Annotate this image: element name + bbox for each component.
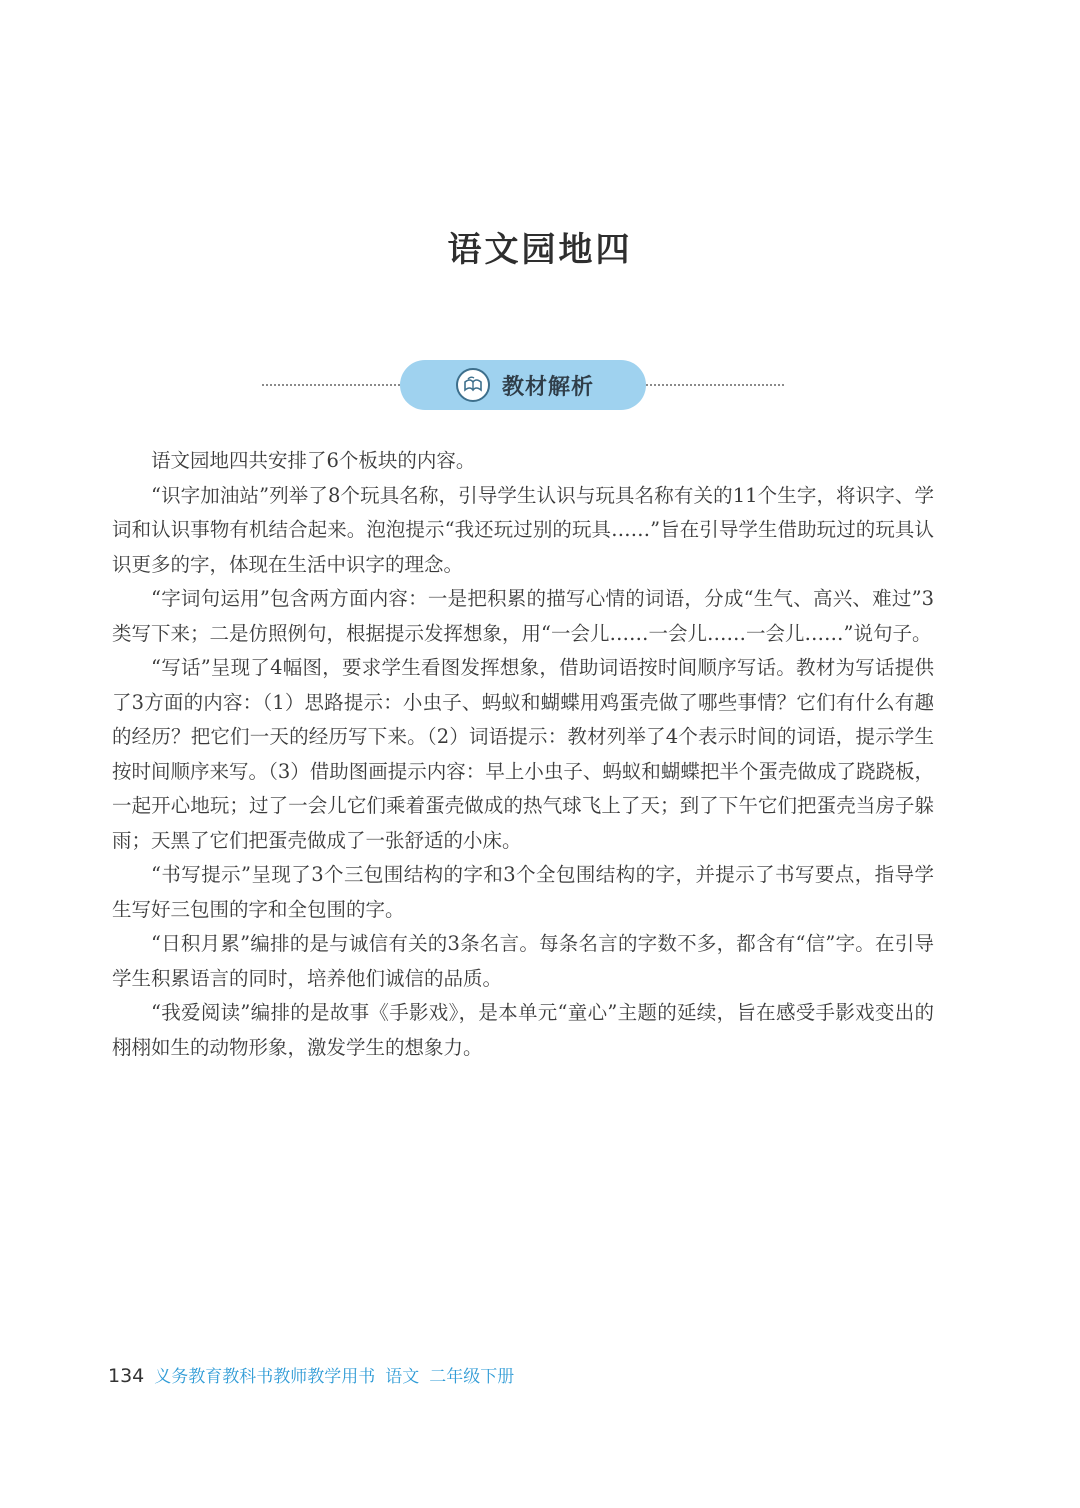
page-number: 134: [108, 1365, 145, 1387]
body-text: [112, 444, 934, 1065]
page-title: 语文园地四: [447, 230, 633, 270]
paragraph-word-usage: “字词句运用”包含两方面内容：一是把积累的描写心情的词语，分成“生气、高兴、难过”3类写下来；二是仿照例句，根据提示发挥想象，用“一会儿……一会儿……一会儿……”说句子。: [112, 587, 934, 645]
book-reading-icon: [456, 368, 490, 402]
paragraph-writing: “写话”呈现了4幅图，要求学生看图发挥想象，借助词语按时间顺序写话。教材为写话提供了3方面的内容：（1）思路提示：小虫子、蚂蚁和蝴蝶用鸡蛋壳做了哪些事情？它们有什么有趣的经历？把它们一天的经历写下来。（2）词语提示：教材列举了4个表示时间的词语，提示学生按时间顺序来写。（3）借助图画提示内容：早上小虫子、蚂蚁和蝴蝶把半个蛋壳做成了跷跷板，一起开心地玩；过了一会儿它们乘着蛋壳做成的热气球飞上了天；到了下午它们把蛋壳当房子躲雨；天黑了它们把蛋壳做成了一张舒适的小床。: [112, 656, 934, 852]
paragraph-literacy-station: “识字加油站”列举了8个玩具名称，引导学生认识与玩具名称有关的11个生字，将识字、学词和认识事物有机结合起来。泡泡提示“我还玩过别的玩具……”旨在引导学生借助玩过的玩具认识更多的字，体现在生活中识字的理念。: [112, 483, 934, 576]
paragraph-handwriting-tips: “书写提示”呈现了3个三包围结构的字和3个全包围结构的字，并提示了书写要点，指导学生写好三包围的字和全包围的字。: [112, 863, 934, 921]
page-footer: [108, 1362, 514, 1387]
section-label: 教材解析: [502, 375, 595, 400]
section-header: [0, 360, 1080, 412]
paragraph-i-love-reading: “我爱阅读”编排的是故事《手影戏》，是本单元“童心”主题的延续，旨在感受手影戏变出的栩栩如生的动物形象，激发学生的想象力。: [112, 1001, 934, 1059]
grade: 二年级下册: [429, 1367, 515, 1387]
book-title: 义务教育教科书教师教学用书: [154, 1367, 376, 1387]
dotted-divider-right: [646, 384, 784, 386]
section-pill: [400, 360, 646, 410]
subject: 语文: [385, 1367, 420, 1387]
paragraph-daily-accumulation: “日积月累”编排的是与诚信有关的3条名言。每条名言的字数不多，都含有“信”字。在引导学生积累语言的同时，培养他们诚信的品质。: [112, 932, 934, 990]
dotted-divider-left: [262, 384, 400, 386]
paragraph-intro: 语文园地四共安排了6个板块的内容。: [151, 449, 476, 472]
